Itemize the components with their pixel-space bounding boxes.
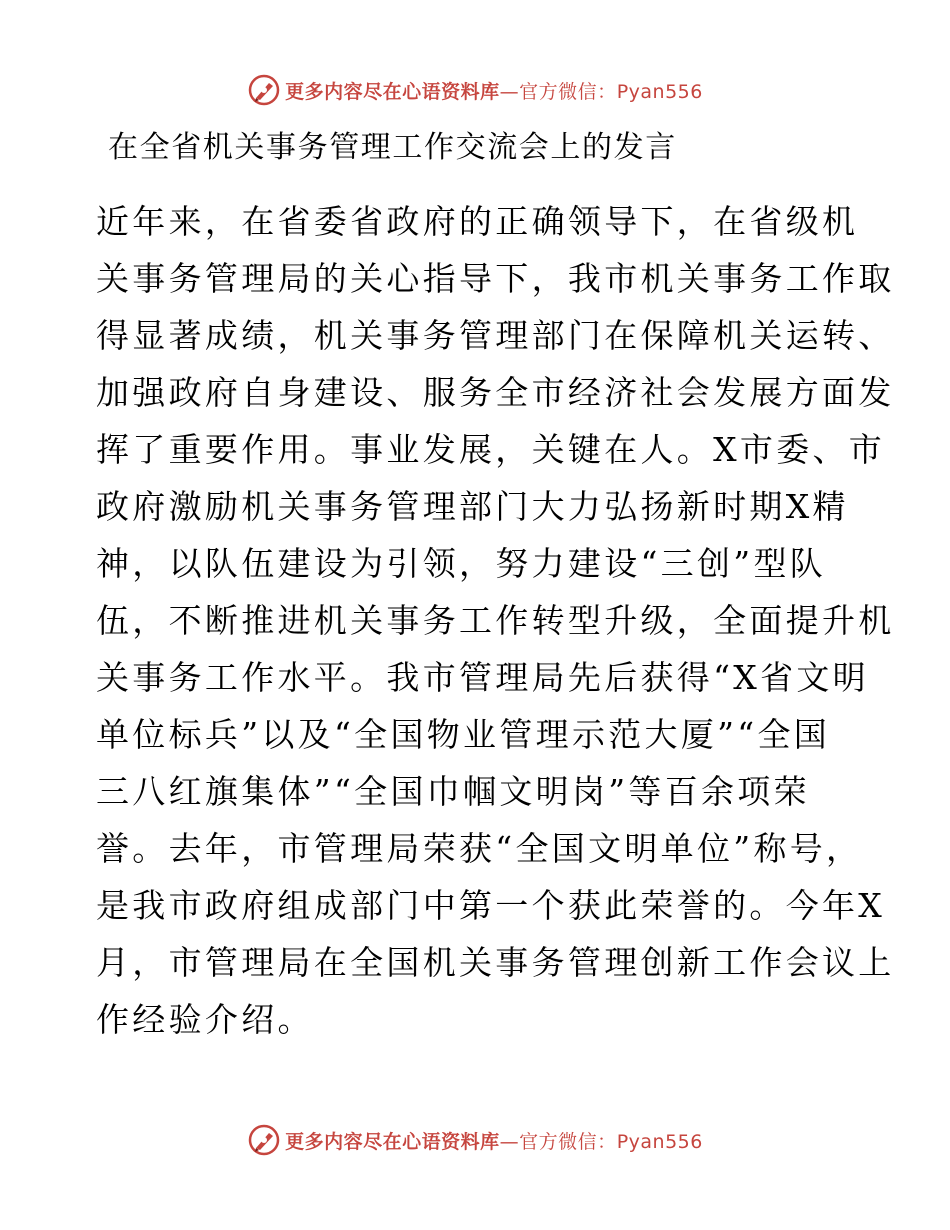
body-line: 伍，不断推进机关事务工作转型升级，全面提升机 [96,601,895,640]
body-line: 得显著成绩，机关事务管理部门在保障机关运转、 [96,316,895,355]
document-body [96,193,895,1048]
watermark-separator-text: —官方微信： [499,1130,617,1153]
pen-logo-icon [247,1123,281,1157]
watermark-text [285,1127,703,1154]
body-line: 单位标兵”以及“全国物业管理示范大厦”“全国 [96,715,831,754]
watermark-main-text: 更多内容尽在心语资料库 [285,1130,500,1153]
body-line: 关事务管理局的关心指导下，我市机关事务工作取 [96,259,895,298]
body-line: 神，以队伍建设为引领，努力建设“三创”型队 [96,544,827,583]
body-line: 政府激励机关事务管理部门大力弘扬新时期X精 [96,487,849,526]
pen-logo-icon [247,73,281,107]
body-line: 三八红旗集体”“全国巾帼文明岗”等百余项荣 [96,772,810,811]
document-title: 在全省机关事务管理工作交流会上的发言 [108,130,677,165]
body-line: 挥了重要作用。事业发展，关键在人。X市委、市 [96,430,886,469]
body-line: 誉。去年，市管理局荣获“全国文明单位”称号， [96,829,863,868]
body-line: 月，市管理局在全国机关事务管理创新工作会议上 [96,943,895,982]
watermark-main-text: 更多内容尽在心语资料库 [285,80,500,103]
body-line: 加强政府自身建设、服务全市经济社会发展方面发 [96,373,895,412]
body-line: 是我市政府组成部门中第一个获此荣誉的。今年X [96,886,886,925]
body-line: 作经验介绍。 [96,1000,314,1039]
watermark-wechat-id: Pyan556 [616,80,703,103]
watermark-header [0,70,950,110]
watermark-separator-text: —官方微信： [499,80,617,103]
watermark-wechat-id: Pyan556 [616,1130,703,1153]
watermark-footer [0,1120,950,1160]
watermark-text [285,77,703,104]
body-line: 近年来，在省委省政府的正确领导下，在省级机 [96,202,859,241]
body-line: 关事务工作水平。我市管理局先后获得“X省文明 [96,658,869,697]
